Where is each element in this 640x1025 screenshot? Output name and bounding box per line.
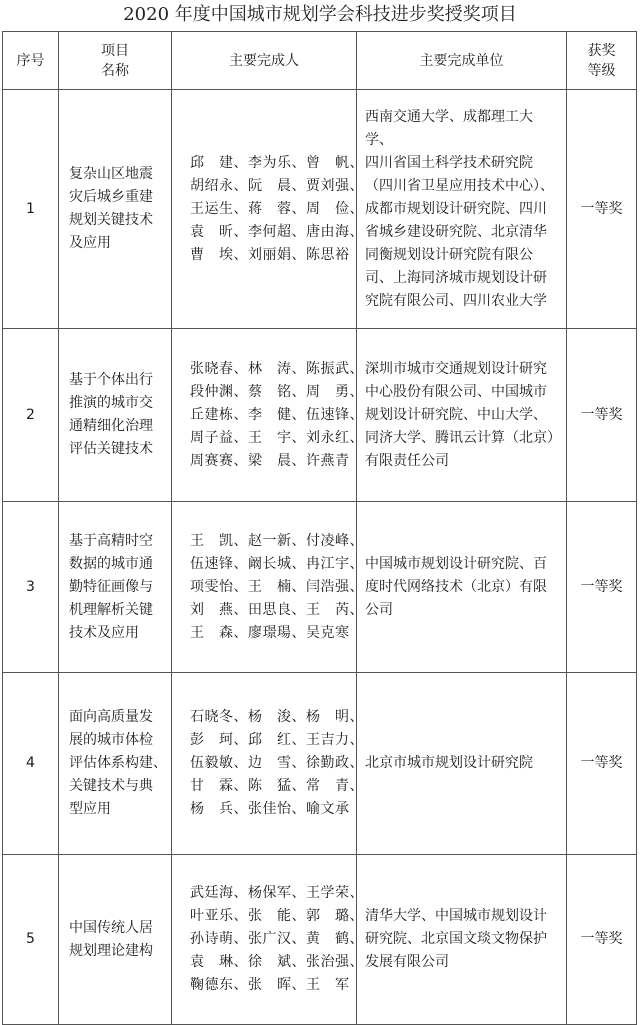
project-name-line: 及应用 (69, 235, 111, 251)
project-name-line: 推演的城市交 (69, 395, 153, 411)
units-line: 省城乡建设研究院、北京清华 (365, 223, 547, 240)
table-row (3, 90, 637, 329)
project-name-line: 型应用 (69, 801, 111, 817)
contributors-line: 王 凯、赵一新、付凌峰、 (190, 532, 364, 549)
header-level (567, 32, 637, 90)
project-name-line: 展的城市体检 (69, 732, 153, 748)
project-name-line: 规划关键技术 (69, 212, 153, 228)
table-row (3, 329, 637, 502)
header-level-line1: 获奖 (587, 42, 616, 59)
header-units: 主要完成单位 (357, 32, 567, 90)
main-contributors (172, 502, 364, 673)
units-line: 研究院、北京国文琰文物保护 (365, 931, 547, 947)
contributors-line: 丘建栋、李 健、伍速锋、 (190, 406, 364, 423)
table-row (3, 855, 637, 1025)
project-name-line: 中国传统人居 (69, 919, 153, 936)
table-row (3, 502, 637, 673)
units-line: 中国城市规划设计研究院、百 (365, 555, 547, 572)
header-people: 主要完成人 (172, 32, 357, 90)
main-units (357, 329, 567, 502)
project-name-line: 评估关键技术 (69, 441, 153, 457)
main-units (357, 673, 567, 855)
contributors-line: 项雯怡、王 楠、闫浩强、 (190, 578, 364, 595)
row-number: 3 (3, 502, 59, 673)
contributors-line: 邱 建、李为乐、曾 帆、 (190, 154, 364, 171)
units-line: 同衡规划设计研究院有限公 (365, 246, 533, 263)
units-line: 清华大学、中国城市规划设计 (365, 908, 547, 924)
contributors-line: 段仲渊、蔡 铭、周 勇、 (190, 383, 364, 400)
main-units (357, 90, 567, 329)
contributors-line: 袁 琳、徐 斌、张治强、 (190, 954, 364, 970)
contributors-line: 王 森、廖璟瑒、吴克寒 (190, 624, 350, 641)
contributors-line: 曹 埃、刘丽娟、陈思裕 (190, 246, 350, 263)
project-name-line: 复杂山区地震 (69, 166, 153, 182)
units-line: 深圳市城市交通规划设计研究 (365, 360, 547, 377)
contributors-line: 张晓春、林 涛、陈振武、 (190, 360, 364, 377)
contributors-line: 王运生、蒋 蓉、周 俭、 (190, 200, 364, 217)
award-level: 一等奖 (567, 329, 637, 502)
row-number: 4 (3, 673, 59, 855)
award-level: 一等奖 (567, 855, 637, 1025)
project-name-line: 灾后城乡重建 (69, 189, 153, 205)
project-name (59, 329, 172, 502)
project-name-line: 关键技术与典 (69, 778, 153, 794)
award-level: 一等奖 (567, 90, 637, 329)
header-name-line1: 项目 (101, 42, 129, 59)
units-line: 四川省国土科学技术研究院 (365, 154, 533, 171)
units-line: 中心股份有限公司、中国城市 (365, 383, 547, 400)
main-contributors (172, 673, 364, 855)
project-name-line: 面向高质量发 (69, 709, 153, 725)
contributors-line: 武廷海、杨保军、王学荣、 (190, 885, 364, 901)
header-name-line2: 名称 (101, 62, 129, 79)
contributors-line: 胡绍永、阮 晨、贾刘强、 (190, 177, 364, 194)
contributors-line: 伍毅敏、边 雪、徐勤政、 (190, 755, 364, 771)
contributors-line: 刘 燕、田思良、王 芮、 (190, 601, 364, 618)
contributors-line: 周赛赛、梁 晨、许燕青 (190, 452, 350, 469)
main-units (357, 855, 567, 1025)
main-contributors (172, 855, 364, 1025)
contributors-line: 孙诗萌、张广汉、黄 鹤、 (190, 931, 364, 947)
row-number: 5 (3, 855, 59, 1025)
project-name-line: 数据的城市通 (69, 555, 153, 572)
table-header-row (3, 32, 637, 90)
units-line: 司、上海同济城市规划设计研 (365, 269, 547, 286)
units-line: 同济大学、腾讯云计算（北京） (365, 429, 561, 446)
header-no: 序号 (3, 32, 59, 90)
row-number: 1 (3, 90, 59, 329)
main-contributors (172, 329, 364, 502)
project-name-line: 基于个体出行 (69, 372, 153, 388)
header-name (59, 32, 172, 90)
units-line: 有限责任公司 (365, 452, 449, 469)
project-name-line: 基于高精时空 (69, 532, 153, 549)
project-name-line: 通精细化治理 (69, 418, 153, 434)
contributors-line: 周子益、王 宇、刘永红、 (190, 429, 364, 446)
contributors-line: 甘 霖、陈 猛、常 青、 (190, 778, 364, 794)
units-line: （四川省卫星应用技术中心）、 (365, 177, 554, 194)
award-level: 一等奖 (567, 673, 637, 855)
units-line: 公司 (365, 601, 393, 618)
units-line: 发展有限公司 (365, 954, 449, 970)
contributors-line: 彭 珂、邱 红、王吉力、 (190, 732, 364, 748)
contributors-line: 伍速锋、阚长城、冉江宇、 (190, 555, 364, 572)
contributors-line: 石晓冬、杨 浚、杨 明、 (190, 709, 364, 725)
project-name-line: 勤特征画像与 (69, 578, 153, 595)
contributors-line: 袁 昕、李何超、唐由海、 (190, 223, 364, 240)
award-level: 一等奖 (567, 502, 637, 673)
units-line: 成都市规划设计研究院、四川 (365, 200, 547, 217)
units-line: 北京市城市规划设计研究院 (365, 755, 533, 771)
page-title: 2020 年度中国城市规划学会科技进步奖授奖项目 (123, 4, 517, 25)
project-name (59, 90, 172, 329)
units-line: 究院有限公司、四川农业大学 (365, 292, 547, 309)
units-line: 西南交通大学、成都理工大学、 (365, 108, 533, 148)
project-name (59, 502, 172, 673)
contributors-line: 叶亚乐、张 能、郭 璐、 (190, 908, 364, 924)
project-name (59, 855, 172, 1025)
main-units (357, 502, 567, 673)
project-name (59, 673, 172, 855)
row-number: 2 (3, 329, 59, 502)
main-contributors (172, 90, 364, 329)
contributors-line: 杨 兵、张佳怡、喻文承 (190, 801, 350, 817)
project-name-line: 规划理论建构 (69, 942, 153, 959)
units-line: 规划设计研究院、中山大学、 (365, 406, 547, 423)
contributors-line: 鞠德东、张 晖、王 军 (190, 977, 350, 993)
project-name-line: 评估体系构建、 (69, 755, 167, 771)
header-level-line2: 等级 (587, 62, 616, 79)
units-line: 度时代网络技术（北京）有限 (365, 578, 547, 595)
project-name-line: 技术及应用 (69, 624, 139, 641)
table-body (3, 90, 637, 1025)
awards-table (2, 31, 637, 1025)
table-row (3, 673, 637, 855)
project-name-line: 机理解析关键 (69, 601, 153, 618)
